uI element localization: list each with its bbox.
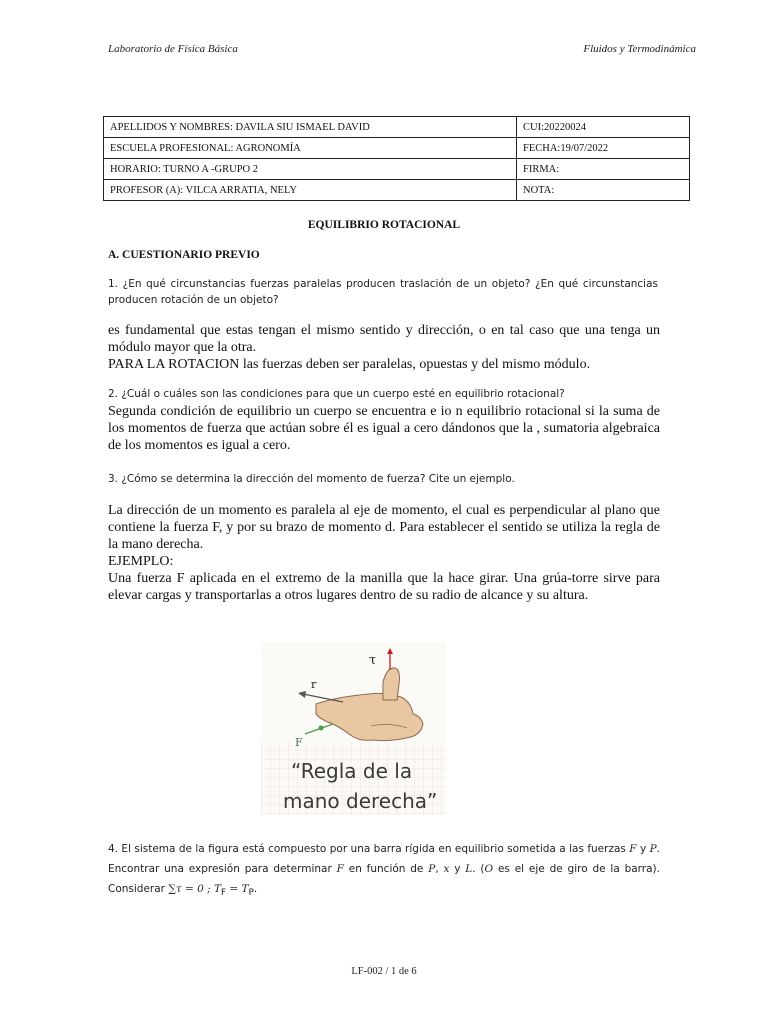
document-title: EQUILIBRIO ROTACIONAL: [307, 219, 461, 231]
table-cell: HORARIO: TURNO A -GRUPO 2: [104, 159, 517, 180]
table-cell: CUI:20220024: [517, 117, 690, 138]
section-heading: A. CUESTIONARIO PREVIO: [108, 249, 260, 261]
table-cell: FECHA:19/07/2022: [517, 138, 690, 159]
table-row: [104, 159, 690, 180]
answer-3c: Una fuerza F aplicada en el extremo de la manilla que la hace girar. Una grúa-torre sirve para elevar cargas y transportarlas a otros lugares dentro de su radio de alcance y su altura.: [108, 571, 660, 603]
formula: ∑τ = 0 ; T: [168, 883, 222, 895]
question-1: 1. ¿En qué circunstancias fuerzas paralelas producen traslación de un objeto? ¿En qué circunstancias producen rotación de un objeto?: [108, 278, 658, 306]
question-2: 2. ¿Cuál o cuáles son las condiciones para que un cuerpo esté en equilibrio rotacional?: [108, 388, 565, 400]
table-row: [104, 117, 690, 138]
answer-2: Segunda condición de equilibrio un cuerpo se encuentra e io n equilibrio rotacional si la suma de los momentos de fuerza que actúan sobre él es igual a cero dándonos que la , sumatoria algebraica de los momentos es igual a cero.: [108, 404, 660, 453]
page-footer: LF-002 / 1 de 6: [351, 966, 417, 977]
table-cell: APELLIDOS Y NOMBRES: DAVILA SIU ISMAEL DAVID: [104, 117, 517, 138]
label-r: r: [311, 678, 317, 691]
table-cell: PROFESOR (A): VILCA ARRATIA, NELY: [104, 180, 517, 201]
header-right: Fluidos y Termodinámica: [583, 43, 696, 55]
header-left: Laboratorio de Física Básica: [108, 43, 238, 55]
answer-3b: EJEMPLO:: [108, 554, 174, 569]
caption-line-2: mano derecha”: [283, 789, 438, 813]
student-info-table: [103, 116, 690, 201]
question-4: 4. El sistema de la figura está compuesto por una barra rígida en equilibrio sometida a las fuerzas F y P. Encontrar una expresión para determinar F en función de P, x y L. (O es el eje de giro de la barra). Considerar ∑τ = 0 ; $T_F = T_P$.: [108, 843, 660, 899]
table-row: [104, 180, 690, 201]
table-cell: ESCUELA PROFESIONAL: AGRONOMÍA: [104, 138, 517, 159]
table-cell: FIRMA:: [517, 159, 690, 180]
caption-line-1: “Regla de la: [291, 759, 413, 783]
label-tau: τ: [369, 653, 377, 668]
answer-1a: es fundamental que estas tengan el mismo sentido y dirección, o en tal caso que una tenga un módulo mayor que la otra.: [108, 323, 660, 355]
label-f: F: [295, 736, 303, 749]
answer-3a: La dirección de un momento es paralela al eje de momento, el cual es perpendicular al plano que contiene la fuerza F, y por su brazo de momento d. Para establecer el sentido se utiliza la regla de la mano derecha.: [108, 503, 660, 552]
question-3: 3. ¿Cómo se determina la dirección del momento de fuerza? Cite un ejemplo.: [108, 473, 515, 485]
answer-1b: PARA LA ROTACION las fuerzas deben ser paralelas, opuestas y del mismo módulo.: [108, 357, 591, 372]
table-row: [104, 138, 690, 159]
right-hand-rule-image: [261, 642, 446, 815]
table-cell: NOTA:: [517, 180, 690, 201]
